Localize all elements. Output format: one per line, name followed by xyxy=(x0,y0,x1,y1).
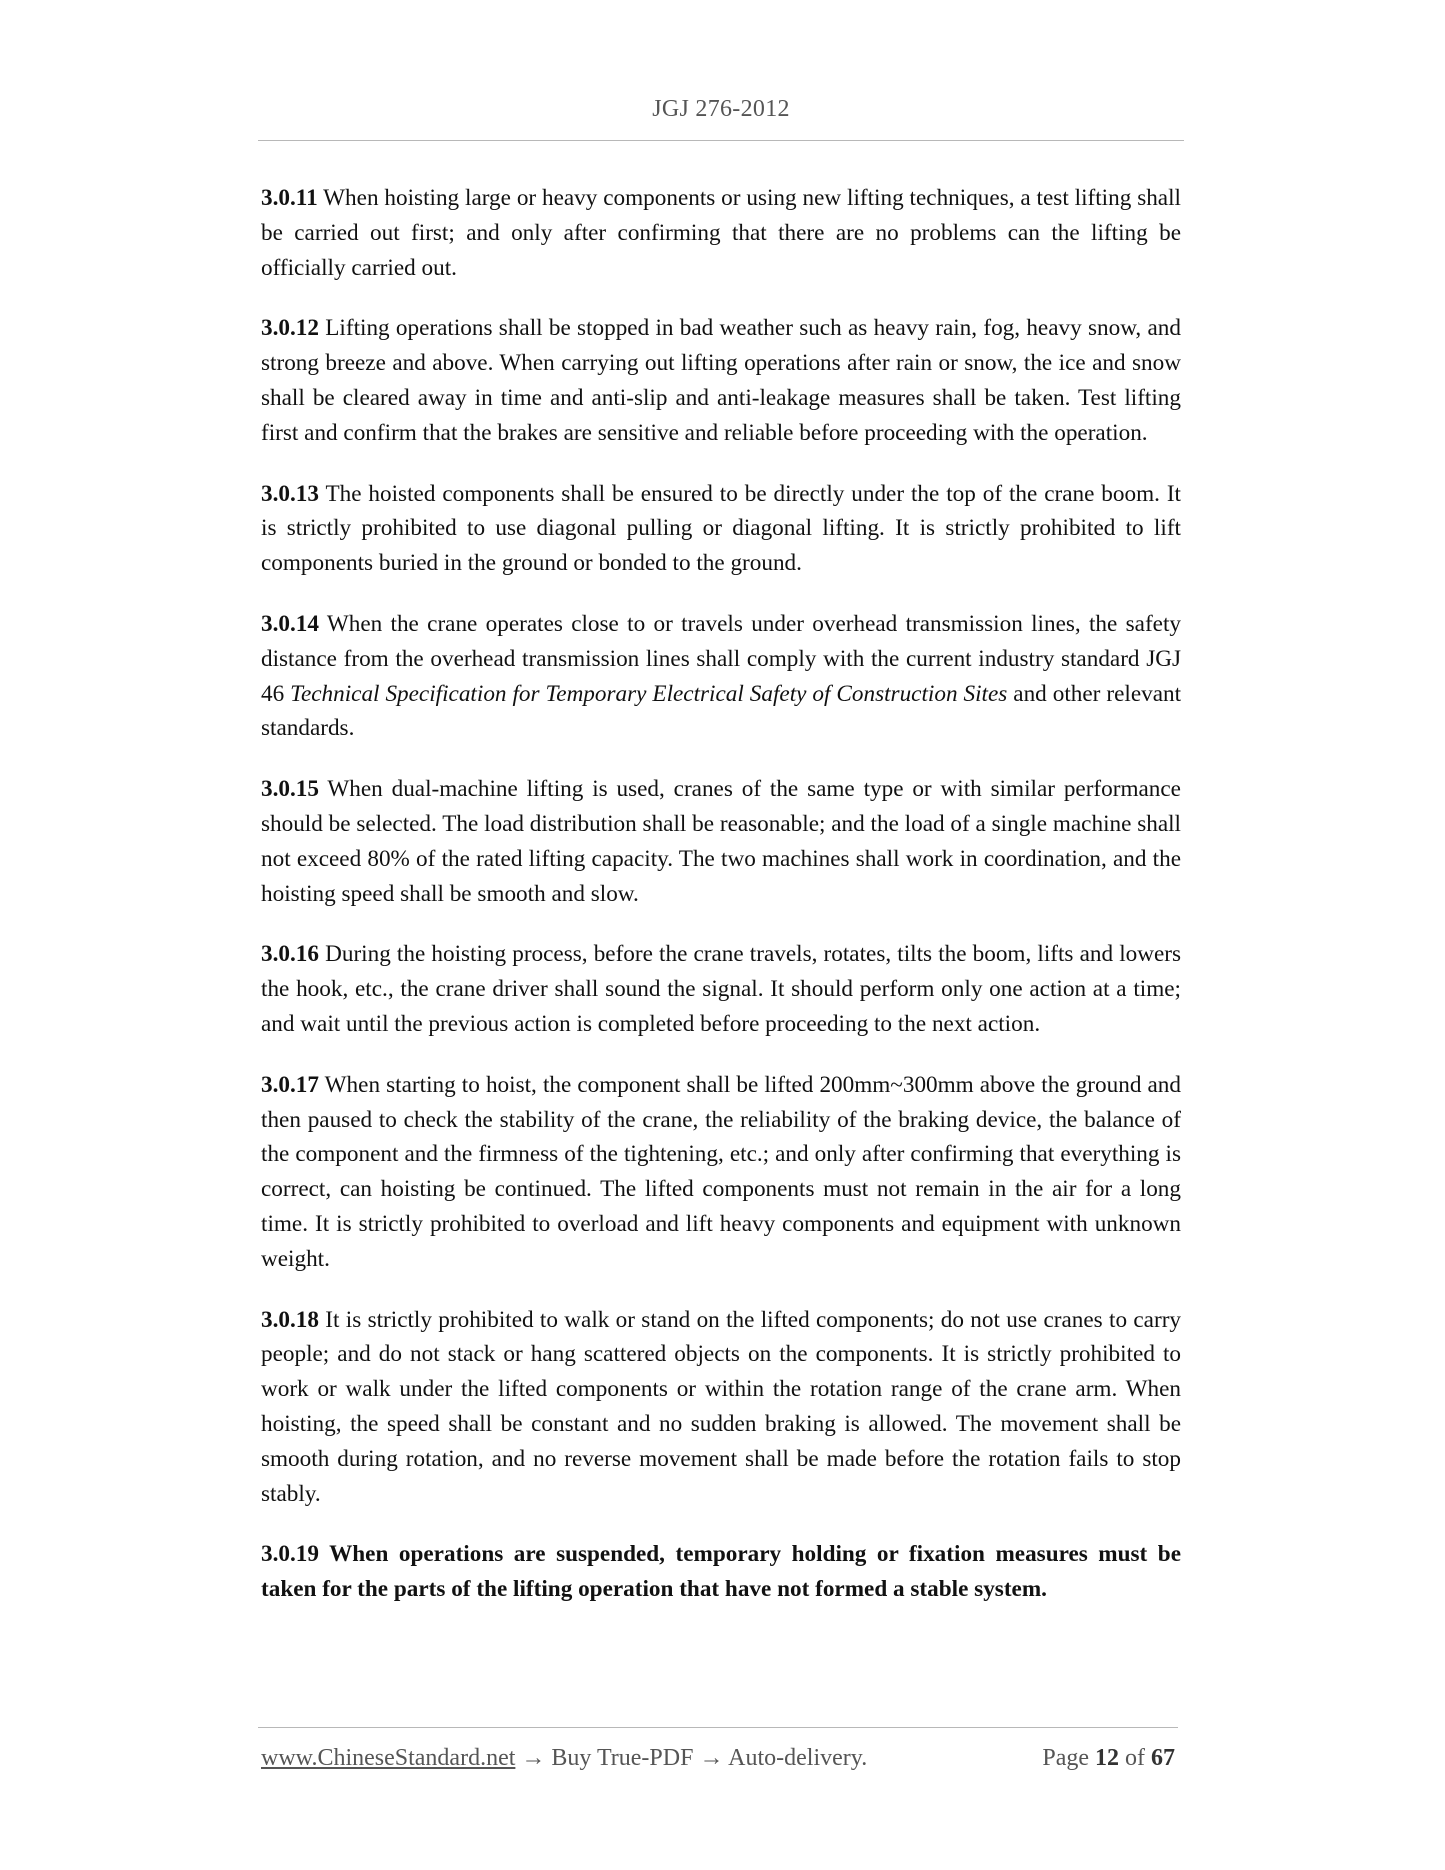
clause-text: When starting to hoist, the component shall be lifted 200mm~300mm above the ground and then paused to check the stability of the crane, the reliability of the braking device, the balance of the component and the firmness of the tightening, etc.; and only after confirming that everything is correct, can hoisting be continued. The lifted components must not remain in the air for a long time. It is strictly prohibited to overload and lift heavy components and equipment with unknown weight. xyxy=(261,1071,1181,1272)
chinesestandard-link[interactable]: www.ChineseStandard.net xyxy=(261,1745,516,1771)
clause-3-0-14 xyxy=(261,607,1181,746)
clause-3-0-17 xyxy=(261,1068,1181,1277)
page-current: 12 xyxy=(1095,1745,1119,1771)
clause-number: 3.0.14 xyxy=(261,610,319,637)
document-body xyxy=(261,181,1181,1633)
page-label: Page xyxy=(1042,1745,1089,1771)
clause-number: 3.0.17 xyxy=(261,1071,319,1098)
clause-text: Lifting operations shall be stopped in bad weather such as heavy rain, fog, heavy snow, and strong breeze and above. When carrying out lifting operations after rain or snow, the ice and snow shall be cleared away in time and anti-slip and anti-leakage measures shall be taken. Test lifting first and confirm that the brakes are sensitive and reliable before proceeding with the operation. xyxy=(261,315,1181,446)
page-of-label: of xyxy=(1125,1745,1145,1771)
clause-text: During the hoisting process, before the crane travels, rotates, tilts the boom, lifts and lowers the hook, etc., the crane driver shall sound the signal. It should perform only one action at a time; and wait until the previous action is completed before proceeding to the next action. xyxy=(261,941,1182,1037)
clause-3-0-18 xyxy=(261,1303,1181,1512)
clause-number: 3.0.15 xyxy=(261,776,319,803)
clause-text: It is strictly prohibited to walk or stand on the lifted components; do not use cranes to carry people; and do not stack or hang scattered objects on the components. It is strictly prohibited to work or walk under the lifted components or within the rotation range of the crane arm. When hoisting, the speed shall be constant and no sudden braking is allowed. The movement shall be smooth during rotation, and no reverse movement shall be made before the rotation fails to stop stably. xyxy=(261,1306,1182,1507)
clause-3-0-11 xyxy=(261,181,1181,285)
clause-number: 3.0.11 xyxy=(261,185,318,211)
clause-text: When the crane operates close to or travels under overhead transmission lines, the safety distance from the overhead transmission lines shall comply with the current industry standard JGJ 46 xyxy=(261,610,1181,707)
arrow-right-icon: → xyxy=(699,1745,724,1771)
clause-text-continued: and other relevant standards. xyxy=(261,680,1182,742)
clause-number: 3.0.12 xyxy=(261,315,319,342)
footer-promo xyxy=(261,1745,867,1772)
clause-3-0-16 xyxy=(261,937,1181,1041)
clause-number: 3.0.19 xyxy=(261,1541,319,1568)
page-total: 67 xyxy=(1151,1745,1175,1771)
page-number xyxy=(1042,1745,1175,1772)
clause-3-0-19 xyxy=(261,1537,1181,1607)
clause-3-0-15 xyxy=(261,772,1181,911)
clause-text: When operations are suspended, temporary holding or fixation measures must be taken for the parts of the lifting operation that have not formed a stable system. xyxy=(261,1541,1181,1603)
buy-true-pdf-text: Buy True-PDF xyxy=(551,1745,694,1771)
header-divider xyxy=(258,140,1184,141)
arrow-right-icon: → xyxy=(521,1745,546,1771)
clause-number: 3.0.18 xyxy=(261,1306,319,1333)
standard-title: Technical Specification for Temporary Electrical Safety of Construction Sites xyxy=(290,680,1008,707)
clause-text: When hoisting large or heavy components or using new lifting techniques, a test lifting shall be carried out first; and only after confirming that there are no problems can the lifting be officially carried out. xyxy=(261,185,1181,281)
clause-3-0-13 xyxy=(261,477,1181,581)
clause-text: When dual-machine lifting is used, cranes of the same type or with similar performance should be selected. The load distribution shall be reasonable; and the load of a single machine shall not exceed 80% of the rated lifting capacity. The two machines shall work in coordination, and the hoisting speed shall be smooth and slow. xyxy=(261,776,1181,907)
clause-3-0-12 xyxy=(261,311,1181,450)
clause-number: 3.0.16 xyxy=(261,941,319,968)
auto-delivery-text: Auto-delivery. xyxy=(728,1745,868,1771)
clause-number: 3.0.13 xyxy=(261,480,319,507)
page-header-doc-code: JGJ 276-2012 xyxy=(652,96,790,122)
page-footer xyxy=(261,1745,1175,1772)
clause-text: The hoisted components shall be ensured to be directly under the top of the crane boom. It is strictly prohibited to use diagonal pulling or diagonal lifting. It is strictly prohibited to lift components buried in the ground or bonded to the ground. xyxy=(261,480,1181,577)
footer-divider xyxy=(258,1727,1178,1728)
